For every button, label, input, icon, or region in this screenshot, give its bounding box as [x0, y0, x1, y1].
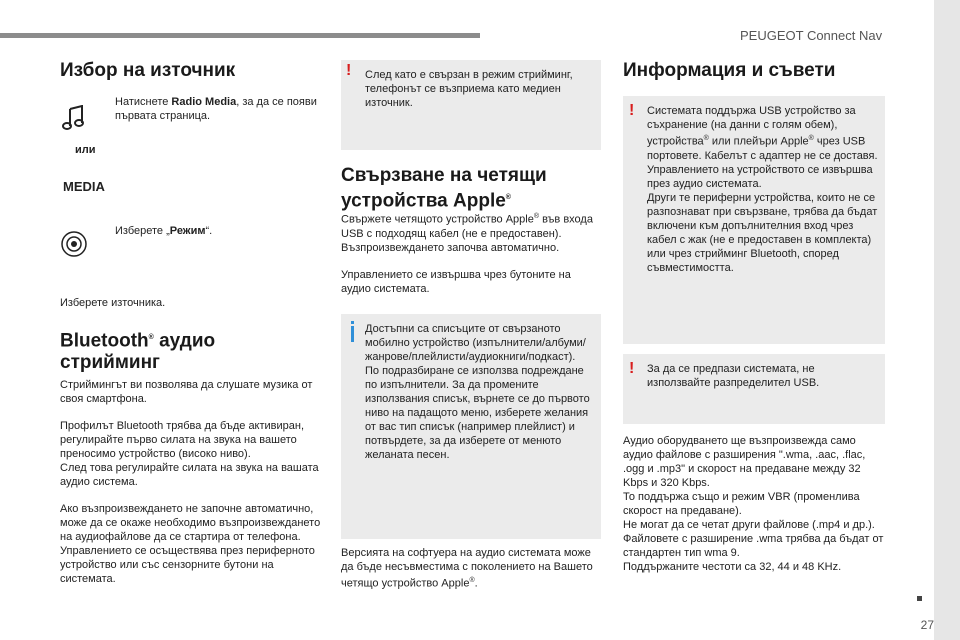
page-marker — [917, 596, 922, 601]
warning-icon: ! — [629, 102, 635, 119]
apple-paragraph-2: Управлението се извършва чрез бутоните на аудио системата. — [341, 269, 571, 295]
section-title-source: Избор на източник — [60, 60, 236, 81]
music-note-icon — [62, 105, 86, 131]
warning-box-streaming — [341, 60, 601, 150]
warning-text-usb-hub: За да се предпази системата, не използвайте разпределител USB. — [647, 363, 820, 389]
brand-label: PEUGEOT Connect Nav — [740, 28, 883, 43]
info-box-playlists — [341, 314, 601, 539]
step-select-mode: Изберете „Режим“. — [115, 225, 213, 237]
step-press-radio-media: Натиснете Radio Media, за да се появи първата страница. — [115, 96, 317, 122]
bt-paragraph-3: Ако възпроизвеждането не започне автоматично, може да се окаже необходимо възпроизвеждането на аудиофайлове да се стартира от телефона. Управлението се осъществява през периферното устройство или със сензорните бутони на системата. — [60, 503, 321, 585]
or-label: или — [75, 144, 96, 156]
info-text-playlists: Достъпни са списъците от свързаното мобилно устройство (изпълнители/албуми/жанрове/плейлисти/аудиокниги/подкаст). По подразбиране се използва подреждане по изпълнители. За да промените използвания списък, върнете се до първото ниво на падащото меню, изберете желания от вас тип списък (например плейлист) и потвърдете, за да изберете от менюто желаната песен. — [365, 323, 590, 461]
audio-formats-paragraph: Аудио оборудването ще възпроизвежда само аудио файлове с разширения ".wma, .aac, .flac, .ogg и .mp3" и скорост на предаване между 32 Kbps и 320 Kbps. То поддържа също и режим VBR (променлива скорост на предаване). Не могат да се четат други файлове (.mp4 и др.). Файловете с разширение .wma трябва да бъдат от стандартен тип wma 9. Поддържаните честоти са 32, 44 и 48 KHz. — [623, 435, 884, 573]
info-icon — [351, 326, 354, 342]
bt-paragraph-2: Профилът Bluetooth трябва да бъде активиран, регулирайте първо силата на звука на вашето преносимо устройство (високо ниво). След това регулирайте силата на звука на вашата аудио система. — [60, 420, 319, 488]
apple-version-note: Версията на софтуера на аудио системата може да бъде несъвместима с поколението на Вашето четящо устройство Apple®. — [341, 547, 593, 590]
media-button-label: MEDIA — [63, 179, 105, 194]
section-title-bluetooth: Bluetooth® аудио стрийминг — [60, 330, 216, 374]
section-title-apple: Свързване на четящи устройства Apple® — [341, 165, 547, 212]
warning-icon: ! — [346, 62, 352, 79]
warning-text-usb: Системата поддържа USB устройство за съхранение (на данни с голям обем), устройства® или плейъри Apple® чрез USB портовете. Кабелът с адаптер не се доставя. Управлението на устройството се извършва през аудио системата. Други те периферни устройства, които не се разпознават при свързване, трябва да бъдат включени към допълнителния вход чрез кабел с жак (не е предоставен в комплекта) или чрез стрийминг Bluetooth, според съвместимостта. — [647, 105, 878, 274]
page-number: 27 — [920, 618, 934, 632]
section-title-info: Информация и съвети — [623, 60, 836, 81]
warning-box-usb — [623, 96, 885, 344]
side-tab — [934, 0, 960, 640]
header-rule — [0, 33, 480, 38]
warning-text-streaming: След като е свързан в режим стрийминг, телефонът се възприема като медиен източник. — [365, 69, 573, 109]
mode-select-icon — [60, 230, 88, 258]
warning-icon: ! — [629, 360, 635, 377]
select-source-text: Изберете източника. — [60, 297, 166, 309]
apple-paragraph-1: Свържете четящото устройство Apple® във входа USB с подходящ кабел (не е предоставен). Възпроизвеждането започва автоматично. — [341, 213, 593, 254]
warning-box-usb-hub — [623, 354, 885, 424]
bt-paragraph-1: Стриймингът ви позволява да слушате музика от своя смартфона. — [60, 379, 313, 405]
